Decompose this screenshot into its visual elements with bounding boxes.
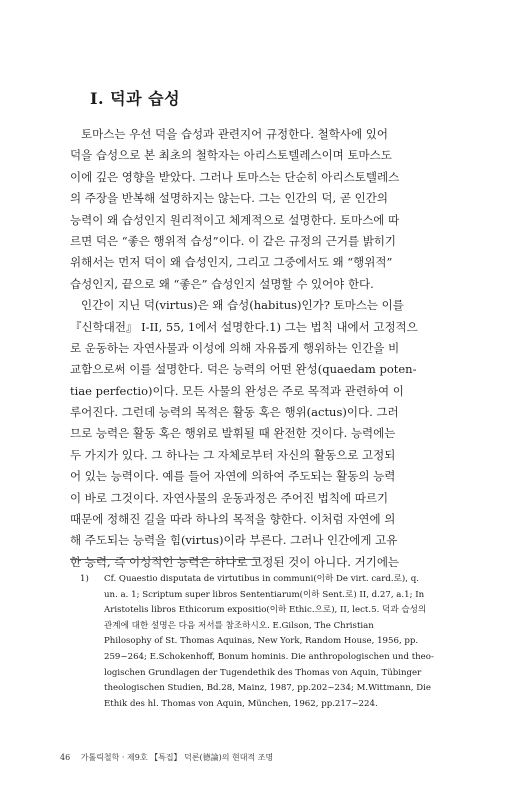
footnote-text: Cf. Quaestio disputata de virtutibus in communi(이하 De virt. card.로), q.: [104, 574, 419, 584]
body-line: 두 가지가 있다. 그 하나는 그 자체로부터 자신의 활동으로 고정되: [70, 447, 396, 462]
footnote-text: Philosophy of St. Thomas Aquinas, New York, Random House, 1956, pp.: [104, 636, 419, 647]
body-line: 어 있는 능력이다. 예를 들어 자연에 의하여 주도되는 활동의 능력: [70, 469, 396, 484]
body-line: 때문에 정해진 길을 따라 하나의 목적을 향한다. 이처럼 자연에 의: [70, 512, 396, 527]
body-line: 한 능력, 즉 이성적인 능력은 하나로 고정된 것이 아니다. 거기에는: [70, 554, 400, 569]
footnote-text: logischen Grundlagen der Tugendethik des Thomas von Aquin, Tübinger: [104, 667, 422, 678]
footnote: [80, 572, 458, 712]
body-line: 교함으로써 이를 설명한다. 덕은 능력의 어떤 완성(quaedam poten-: [70, 362, 417, 377]
section-heading: I. 덕과 습성: [90, 89, 181, 108]
body-line: 인간이 지닌 덕(virtus)은 왜 습성(habitus)인가? 토마스는 이를: [81, 298, 404, 313]
footnote-line: [80, 697, 458, 713]
body-line: 로 운동하는 자연사물과 이성에 의해 자유롭게 행위하는 인간을 비: [70, 340, 400, 355]
footnote-line: [80, 650, 458, 666]
body-line: 이 바로 그것이다. 자연사물의 운동과정은 주어진 법칙에 따르기: [70, 490, 389, 505]
body-line: 덕을 습성으로 본 최초의 철학자는 아리스토텔레스이며 토마스도: [70, 148, 392, 163]
body-line: 습성인지, 끝으로 왜 “좋은” 습성인지 설명할 수 있어야 한다.: [70, 276, 374, 291]
body-line: 능력이 왜 습성인지 원리적이고 체계적으로 설명한다. 토마스에 따: [70, 212, 400, 227]
body-line: 토마스는 우선 덕을 습성과 관련지어 규정한다. 철학사에 있어: [81, 127, 388, 141]
footnote-line: [80, 666, 458, 682]
footnote-text: theologischen Studien, Bd.28, Mainz, 1987, pp.202~234; M.Wittmann, Die: [104, 683, 431, 694]
body-line: 르면 덕은 “좋은 행위적 습성”이다. 이 같은 규정의 근거를 밝히기: [70, 233, 397, 248]
body-line: 해 주도되는 능력을 힘(virtus)이라 부른다. 그러나 인간에게 고유: [70, 533, 398, 548]
body-line: 이에 깊은 영향을 받았다. 그러나 토마스는 단순히 아리스토텔레스: [70, 169, 400, 184]
footnote-text: Aristotelis libros Ethicorum expositio(이하 Ethic.으로), II, lect.5. 덕과 습성의: [104, 605, 427, 616]
running-title: 가톨릭철학 · 제9호 【특집】 덕론(德論)의 현대적 조명: [80, 753, 274, 762]
body-line: 므로 능력은 활동 혹은 행위로 발휘될 때 완전한 것이다. 능력에는: [70, 426, 396, 441]
body-line: 루어진다. 그런데 능력의 목적은 활동 혹은 행위(actus)이다. 그러: [70, 405, 399, 420]
body-line: 의 주장을 반복해 설명하지는 않는다. 그는 인간의 덕, 곧 인간의: [70, 191, 388, 206]
footnote-number: 1): [80, 574, 89, 584]
footnote-text: 259~264; E.Schokenhoff, Bonum hominis. Die anthropologischen und theo-: [104, 651, 434, 662]
footnote-line: [80, 619, 458, 635]
page-number: 46: [60, 753, 71, 762]
footnote-line: [80, 603, 458, 619]
footnote-line: [80, 634, 458, 650]
footnote-line: [80, 572, 458, 588]
body-line: 『신학대전』 I-II, 55, 1에서 설명한다.1) 그는 법칙 내에서 고정적으: [70, 319, 418, 334]
body-line: tiae perfectio)이다. 모든 사물의 완성은 주로 목적과 관련하여 이: [70, 383, 404, 398]
footnote-text: un. a. 1; Scriptum super libros Sententiarum(이하 Sent.로) II, d.27, a.1; In: [104, 589, 425, 600]
footnote-text: 관계에 대한 설명은 다음 저서를 참조하시오. E.Gilson, The Christian: [104, 620, 374, 631]
footnote-line: [80, 588, 458, 604]
footnote-line: [80, 681, 458, 697]
footnote-text: Ethik des hl. Thomas von Aquin, München, 1962, pp.217~224.: [104, 698, 378, 709]
footnote-separator: [70, 559, 260, 560]
page-footer: [60, 752, 273, 763]
body-text: [70, 124, 456, 573]
body-line: 위해서는 먼저 덕이 왜 습성인지, 그리고 그중에서도 왜 “행위적”: [70, 255, 393, 270]
